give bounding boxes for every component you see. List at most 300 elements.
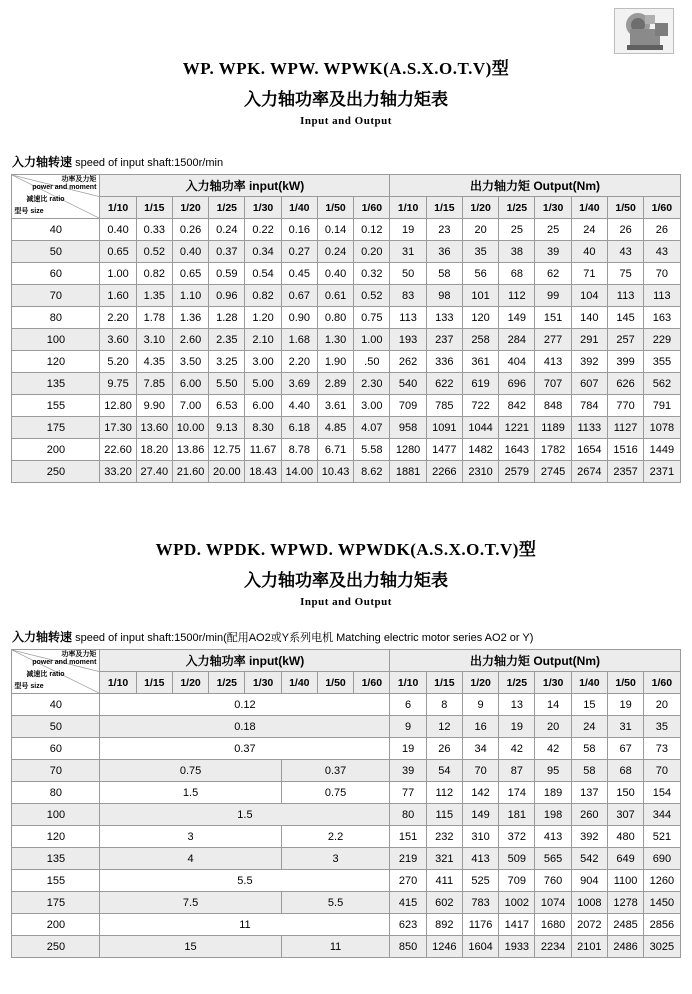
- cell-output-nm: 189: [535, 782, 571, 804]
- cell-output-nm: 2234: [535, 936, 571, 958]
- cell-input-kw: 12.80: [100, 395, 136, 417]
- cell-input-kw: 3.00: [245, 351, 281, 373]
- cell-output-nm: 602: [426, 892, 462, 914]
- cell-output-nm: 2674: [571, 461, 607, 483]
- cell-output-nm: 399: [607, 351, 643, 373]
- cell-input-kw: 1.00: [354, 329, 390, 351]
- cell-input-kw: 3: [100, 826, 281, 848]
- cell-input-kw: 0.27: [281, 241, 317, 263]
- cell-output-nm: 112: [499, 285, 535, 307]
- cell-output-nm: 35: [462, 241, 498, 263]
- cell-input-kw: 9.13: [209, 417, 245, 439]
- cell-output-nm: 62: [535, 263, 571, 285]
- cell-input-kw: 0.16: [281, 219, 317, 241]
- cell-input-kw: 9.90: [136, 395, 172, 417]
- cell-input-kw: 6.18: [281, 417, 317, 439]
- table-row: [12, 219, 680, 241]
- ratio-header: 1/60: [354, 672, 390, 694]
- cell-input-kw: 0.26: [172, 219, 208, 241]
- cell-output-nm: 509: [499, 848, 535, 870]
- ratio-header: 1/50: [317, 197, 353, 219]
- cell-output-nm: 1278: [607, 892, 643, 914]
- cell-output-nm: 19: [390, 738, 426, 760]
- cell-input-kw: 10.43: [317, 461, 353, 483]
- cell-output-nm: 142: [462, 782, 498, 804]
- cell-input-kw: 0.75: [354, 307, 390, 329]
- cell-input-kw: 2.89: [317, 373, 353, 395]
- cell-input-kw: 0.75: [100, 760, 281, 782]
- cell-output-nm: 2101: [571, 936, 607, 958]
- cell-input-kw: 27.40: [136, 461, 172, 483]
- cell-input-kw: 0.75: [281, 782, 390, 804]
- cell-output-nm: 892: [426, 914, 462, 936]
- cell-output-nm: 133: [426, 307, 462, 329]
- cell-input-kw: 22.60: [100, 439, 136, 461]
- cell-output-nm: 151: [535, 307, 571, 329]
- cell-input-kw: 0.12: [100, 694, 390, 716]
- cell-input-kw: 0.82: [245, 285, 281, 307]
- cell-input-kw: 0.40: [172, 241, 208, 263]
- table-row: [12, 461, 680, 483]
- product-photo: [614, 8, 674, 54]
- cell-input-kw: 33.20: [100, 461, 136, 483]
- cell-input-kw: 0.12: [354, 219, 390, 241]
- cell-input-kw: 7.5: [100, 892, 281, 914]
- table-row: [12, 826, 680, 848]
- cell-output-nm: 336: [426, 351, 462, 373]
- cell-input-kw: 3.25: [209, 351, 245, 373]
- cell-input-kw: 5.00: [245, 373, 281, 395]
- cell-output-nm: 31: [390, 241, 426, 263]
- cell-output-nm: 25: [535, 219, 571, 241]
- cell-output-nm: 43: [644, 241, 680, 263]
- cell-output-nm: 521: [644, 826, 680, 848]
- cell-input-kw: 0.65: [100, 241, 136, 263]
- cell-output-nm: 1933: [499, 936, 535, 958]
- cell-input-kw: 8.62: [354, 461, 390, 483]
- section2-speed-en: speed of input shaft:1500r/min(配用AO2或Y系列电机 Matching electric motor series AO2 or Y): [75, 632, 534, 644]
- cell-input-kw: 7.85: [136, 373, 172, 395]
- cell-output-nm: 850: [390, 936, 426, 958]
- cell-output-nm: 149: [499, 307, 535, 329]
- cell-output-nm: 1044: [462, 417, 498, 439]
- cell-output-nm: 6: [390, 694, 426, 716]
- cell-output-nm: 137: [571, 782, 607, 804]
- row-size: 175: [12, 417, 100, 439]
- cell-output-nm: 16: [462, 716, 498, 738]
- cell-input-kw: 2.35: [209, 329, 245, 351]
- cell-input-kw: 13.60: [136, 417, 172, 439]
- cell-input-kw: 1.20: [245, 307, 281, 329]
- ratio-header: 1/25: [499, 672, 535, 694]
- cell-output-nm: 26: [426, 738, 462, 760]
- table-row: [12, 307, 680, 329]
- cell-output-nm: 115: [426, 804, 462, 826]
- cell-output-nm: 1100: [607, 870, 643, 892]
- table-row: [12, 351, 680, 373]
- cell-output-nm: 95: [535, 760, 571, 782]
- row-size: 50: [12, 241, 100, 263]
- cell-output-nm: 26: [607, 219, 643, 241]
- cell-output-nm: 2357: [607, 461, 643, 483]
- ratio-header: 1/25: [499, 197, 535, 219]
- ratio-header: 1/40: [571, 672, 607, 694]
- ratio-header: 1/15: [136, 672, 172, 694]
- cell-output-nm: 67: [607, 738, 643, 760]
- cell-output-nm: 1246: [426, 936, 462, 958]
- row-size: 200: [12, 439, 100, 461]
- row-size: 135: [12, 373, 100, 395]
- ratio-header: 1/20: [172, 197, 208, 219]
- ratio-header: 1/60: [644, 197, 680, 219]
- cell-input-kw: 1.68: [281, 329, 317, 351]
- cell-input-kw: 0.45: [281, 263, 317, 285]
- cell-output-nm: 34: [462, 738, 498, 760]
- cell-input-kw: 0.90: [281, 307, 317, 329]
- cell-output-nm: 709: [390, 395, 426, 417]
- cell-input-kw: 0.40: [100, 219, 136, 241]
- section2-titles: [0, 535, 692, 608]
- cell-output-nm: 1516: [607, 439, 643, 461]
- cell-input-kw: 0.52: [354, 285, 390, 307]
- cell-input-kw: 18.20: [136, 439, 172, 461]
- cell-output-nm: 58: [426, 263, 462, 285]
- cell-input-kw: 13.86: [172, 439, 208, 461]
- cell-output-nm: 31: [607, 716, 643, 738]
- cell-output-nm: 1450: [644, 892, 680, 914]
- row-size: 250: [12, 936, 100, 958]
- cell-output-nm: 404: [499, 351, 535, 373]
- table-row: [12, 329, 680, 351]
- header-row-groups: [12, 175, 680, 197]
- cell-output-nm: 19: [390, 219, 426, 241]
- table-section1: [11, 174, 680, 483]
- cell-output-nm: 565: [535, 848, 571, 870]
- cell-output-nm: 413: [535, 351, 571, 373]
- cell-input-kw: 4: [100, 848, 281, 870]
- ratio-header: 1/10: [100, 197, 136, 219]
- row-size: 70: [12, 760, 100, 782]
- cell-input-kw: 4.07: [354, 417, 390, 439]
- cell-output-nm: 1604: [462, 936, 498, 958]
- section1-title-cn2: 入力轴功率及出力轴力矩表: [244, 90, 448, 109]
- cell-output-nm: 690: [644, 848, 680, 870]
- cell-input-kw: 0.54: [245, 263, 281, 285]
- cell-output-nm: 525: [462, 870, 498, 892]
- cell-input-kw: 4.85: [317, 417, 353, 439]
- section1-title-en: Input and Output: [300, 115, 392, 127]
- cell-output-nm: 198: [535, 804, 571, 826]
- cell-output-nm: 607: [571, 373, 607, 395]
- cell-input-kw: 1.5: [100, 804, 390, 826]
- table-row: [12, 760, 680, 782]
- cell-input-kw: 1.60: [100, 285, 136, 307]
- cell-output-nm: 42: [535, 738, 571, 760]
- cell-input-kw: 3.00: [354, 395, 390, 417]
- cell-output-nm: 1260: [644, 870, 680, 892]
- ratio-header: 1/20: [462, 197, 498, 219]
- cell-input-kw: 5.50: [209, 373, 245, 395]
- cell-output-nm: 262: [390, 351, 426, 373]
- cell-input-kw: .50: [354, 351, 390, 373]
- cell-output-nm: 619: [462, 373, 498, 395]
- row-size: 70: [12, 285, 100, 307]
- cell-output-nm: 307: [607, 804, 643, 826]
- cell-input-kw: 0.40: [317, 263, 353, 285]
- section1-titles: [0, 54, 692, 127]
- row-size: 60: [12, 263, 100, 285]
- cell-input-kw: 0.24: [209, 219, 245, 241]
- ratio-header: 1/25: [209, 197, 245, 219]
- cell-output-nm: 344: [644, 804, 680, 826]
- ratio-header: 1/50: [317, 672, 353, 694]
- cell-output-nm: 415: [390, 892, 426, 914]
- cell-input-kw: 12.75: [209, 439, 245, 461]
- cell-output-nm: 784: [571, 395, 607, 417]
- cell-input-kw: 6.00: [245, 395, 281, 417]
- cell-output-nm: 1078: [644, 417, 680, 439]
- ratio-header: 1/15: [136, 197, 172, 219]
- cell-output-nm: 8: [426, 694, 462, 716]
- cell-output-nm: 120: [462, 307, 498, 329]
- section1-title-cn: WP. WPK. WPW. WPWK(A.S.X.O.T.V)型: [182, 59, 510, 78]
- cell-output-nm: 219: [390, 848, 426, 870]
- table-row: [12, 738, 680, 760]
- cell-input-kw: 3.61: [317, 395, 353, 417]
- cell-output-nm: 2371: [644, 461, 680, 483]
- cell-output-nm: 413: [535, 826, 571, 848]
- section2-title-en: Input and Output: [300, 596, 392, 608]
- cell-output-nm: 113: [644, 285, 680, 307]
- cell-output-nm: 2486: [607, 936, 643, 958]
- cell-output-nm: 58: [571, 738, 607, 760]
- cell-input-kw: 5.5: [100, 870, 390, 892]
- cell-input-kw: 0.22: [245, 219, 281, 241]
- cell-output-nm: 760: [535, 870, 571, 892]
- cell-output-nm: 622: [426, 373, 462, 395]
- cell-output-nm: 392: [571, 351, 607, 373]
- cell-output-nm: 43: [607, 241, 643, 263]
- row-size: 100: [12, 329, 100, 351]
- cell-output-nm: 1176: [462, 914, 498, 936]
- cell-output-nm: 260: [571, 804, 607, 826]
- cell-output-nm: 154: [644, 782, 680, 804]
- cell-input-kw: 6.53: [209, 395, 245, 417]
- group-header-input: 入力轴功率 input(kW): [100, 175, 390, 197]
- cell-input-kw: 1.5: [100, 782, 281, 804]
- row-size: 250: [12, 461, 100, 483]
- table-row: [12, 439, 680, 461]
- cell-output-nm: 80: [390, 804, 426, 826]
- cell-input-kw: 5.20: [100, 351, 136, 373]
- cell-input-kw: 3.69: [281, 373, 317, 395]
- cell-output-nm: 1133: [571, 417, 607, 439]
- table-row: [12, 892, 680, 914]
- cell-input-kw: 2.60: [172, 329, 208, 351]
- table-row: [12, 936, 680, 958]
- cell-output-nm: 42: [499, 738, 535, 760]
- cell-output-nm: 14: [535, 694, 571, 716]
- cell-output-nm: 101: [462, 285, 498, 307]
- ratio-header: 1/10: [100, 672, 136, 694]
- cell-input-kw: 1.78: [136, 307, 172, 329]
- cell-output-nm: 1881: [390, 461, 426, 483]
- section1-speed-cn: 入力轴转速: [12, 155, 73, 169]
- ratio-header: 1/50: [607, 672, 643, 694]
- cell-input-kw: 15: [100, 936, 281, 958]
- cell-output-nm: 542: [571, 848, 607, 870]
- cell-output-nm: 145: [607, 307, 643, 329]
- ratio-header: 1/30: [245, 672, 281, 694]
- ratio-header: 1/10: [390, 197, 426, 219]
- cell-input-kw: 1.28: [209, 307, 245, 329]
- cell-input-kw: 0.33: [136, 219, 172, 241]
- cell-output-nm: 20: [644, 694, 680, 716]
- row-size: 155: [12, 395, 100, 417]
- cell-output-nm: 54: [426, 760, 462, 782]
- cell-output-nm: 480: [607, 826, 643, 848]
- cell-input-kw: 0.80: [317, 307, 353, 329]
- table-row: [12, 417, 680, 439]
- ratio-header: 1/40: [281, 197, 317, 219]
- cell-output-nm: 2745: [535, 461, 571, 483]
- cell-input-kw: 0.24: [317, 241, 353, 263]
- cell-output-nm: 1477: [426, 439, 462, 461]
- ratio-header: 1/40: [281, 672, 317, 694]
- row-size: 80: [12, 782, 100, 804]
- group-header-input: 入力轴功率 input(kW): [100, 650, 390, 672]
- ratio-header: 1/15: [426, 672, 462, 694]
- cell-output-nm: 1280: [390, 439, 426, 461]
- section1-speed-line: [12, 153, 692, 170]
- table-row: [12, 395, 680, 417]
- cell-output-nm: 24: [571, 219, 607, 241]
- cell-input-kw: 3.60: [100, 329, 136, 351]
- gearbox-icon: [615, 9, 673, 53]
- cell-output-nm: 413: [462, 848, 498, 870]
- cell-output-nm: 958: [390, 417, 426, 439]
- cell-output-nm: 411: [426, 870, 462, 892]
- corner-label-ratio: 减速比 ratio: [26, 196, 65, 203]
- table-row: [12, 804, 680, 826]
- cell-input-kw: 6.71: [317, 439, 353, 461]
- cell-input-kw: 2.20: [100, 307, 136, 329]
- cell-output-nm: 1221: [499, 417, 535, 439]
- cell-input-kw: 5.58: [354, 439, 390, 461]
- cell-output-nm: 39: [390, 760, 426, 782]
- cell-output-nm: 361: [462, 351, 498, 373]
- cell-output-nm: 68: [499, 263, 535, 285]
- cell-output-nm: 270: [390, 870, 426, 892]
- ratio-header: 1/30: [245, 197, 281, 219]
- row-size: 175: [12, 892, 100, 914]
- cell-output-nm: 696: [499, 373, 535, 395]
- cell-output-nm: 24: [571, 716, 607, 738]
- cell-output-nm: 707: [535, 373, 571, 395]
- cell-output-nm: 50: [390, 263, 426, 285]
- section1-speed-en: speed of input shaft:1500r/min: [75, 157, 224, 169]
- cell-output-nm: 1091: [426, 417, 462, 439]
- ratio-header: 1/60: [644, 672, 680, 694]
- cell-input-kw: 0.34: [245, 241, 281, 263]
- cell-input-kw: 3.50: [172, 351, 208, 373]
- cell-output-nm: 237: [426, 329, 462, 351]
- cell-input-kw: 0.96: [209, 285, 245, 307]
- row-size: 40: [12, 694, 100, 716]
- cell-output-nm: 1782: [535, 439, 571, 461]
- cell-output-nm: 112: [426, 782, 462, 804]
- cell-output-nm: 56: [462, 263, 498, 285]
- cell-output-nm: 19: [499, 716, 535, 738]
- table-row: [12, 263, 680, 285]
- cell-input-kw: 2.20: [281, 351, 317, 373]
- cell-output-nm: 113: [390, 307, 426, 329]
- corner-header: [12, 175, 100, 219]
- corner-header: [12, 650, 100, 694]
- cell-output-nm: 193: [390, 329, 426, 351]
- cell-output-nm: 848: [535, 395, 571, 417]
- cell-output-nm: 1482: [462, 439, 498, 461]
- cell-output-nm: 2579: [499, 461, 535, 483]
- cell-output-nm: 291: [571, 329, 607, 351]
- cell-output-nm: 2266: [426, 461, 462, 483]
- ratio-header: 1/30: [535, 672, 571, 694]
- corner-label-size: 型号 size: [14, 208, 44, 215]
- cell-output-nm: 181: [499, 804, 535, 826]
- cell-output-nm: 36: [426, 241, 462, 263]
- ratio-header: 1/25: [209, 672, 245, 694]
- cell-output-nm: 75: [607, 263, 643, 285]
- cell-output-nm: 257: [607, 329, 643, 351]
- ratio-header: 1/10: [390, 672, 426, 694]
- cell-output-nm: 310: [462, 826, 498, 848]
- cell-output-nm: 2485: [607, 914, 643, 936]
- cell-output-nm: 1449: [644, 439, 680, 461]
- corner-label-power: 功率及力矩 power and moment: [32, 651, 97, 666]
- cell-input-kw: 8.78: [281, 439, 317, 461]
- cell-output-nm: 3025: [644, 936, 680, 958]
- cell-output-nm: 104: [571, 285, 607, 307]
- cell-output-nm: 58: [571, 760, 607, 782]
- cell-output-nm: 392: [571, 826, 607, 848]
- cell-output-nm: 151: [390, 826, 426, 848]
- cell-output-nm: 2072: [571, 914, 607, 936]
- cell-output-nm: 68: [607, 760, 643, 782]
- cell-output-nm: 284: [499, 329, 535, 351]
- cell-output-nm: 232: [426, 826, 462, 848]
- cell-output-nm: 1189: [535, 417, 571, 439]
- table-row: [12, 848, 680, 870]
- cell-input-kw: 0.59: [209, 263, 245, 285]
- cell-output-nm: 321: [426, 848, 462, 870]
- cell-output-nm: 785: [426, 395, 462, 417]
- cell-output-nm: 163: [644, 307, 680, 329]
- cell-output-nm: 722: [462, 395, 498, 417]
- cell-input-kw: 5.5: [281, 892, 390, 914]
- cell-output-nm: 25: [499, 219, 535, 241]
- cell-output-nm: 842: [499, 395, 535, 417]
- row-size: 40: [12, 219, 100, 241]
- cell-input-kw: 6.00: [172, 373, 208, 395]
- cell-output-nm: 20: [462, 219, 498, 241]
- row-size: 80: [12, 307, 100, 329]
- cell-output-nm: 26: [644, 219, 680, 241]
- ratio-header: 1/60: [354, 197, 390, 219]
- cell-output-nm: 1074: [535, 892, 571, 914]
- cell-output-nm: 2310: [462, 461, 498, 483]
- table-row: [12, 914, 680, 936]
- cell-input-kw: 9.75: [100, 373, 136, 395]
